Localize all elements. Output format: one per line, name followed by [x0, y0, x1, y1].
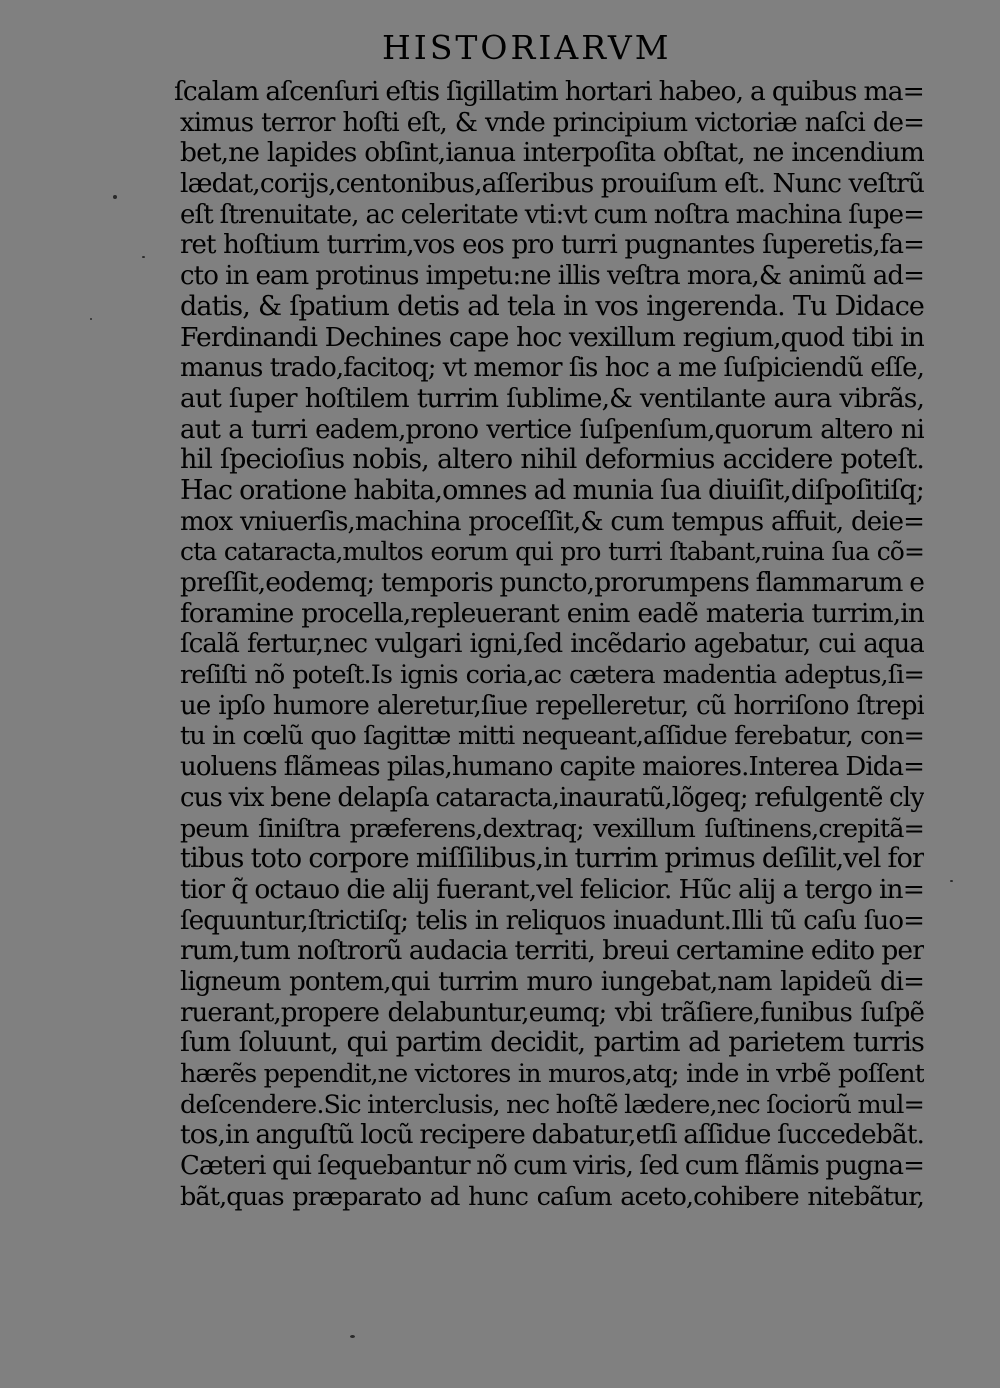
text-line: ligneum pontem,qui turrim muro iungebat,nam lapideũ di=	[180, 966, 924, 997]
text-line: ue ipſo humore aleretur,ſiue repelleretur, cũ horriſono ſtrepi	[180, 690, 924, 721]
text-line: eſt ſtrenuitate, ac celeritate vti:vt cum noſtra machina ſupe=	[180, 199, 924, 230]
running-head: HISTORIARVM	[382, 28, 672, 67]
text-line: foramine procella,repleuerant enim eadẽ materia turrim,in	[180, 598, 924, 629]
text-line: tos,in anguſtũ locũ recipere dabatur,etſi aſſidue ſuccedebãt.	[180, 1120, 924, 1151]
text-line: uoluens flãmeas pilas,humano capite maiores.Interea Dida=	[180, 752, 924, 783]
text-line: ſequuntur,ſtrictiſq; telis in reliquos inuadunt.Illi tũ caſu ſuo=	[180, 905, 924, 936]
text-line: ruerant,propere delabuntur,eumq; vbi trãſiere,funibus ſuſpẽ	[180, 997, 924, 1028]
text-line: ximus terror hoſti eſt, & vnde principium victoriæ naſci de=	[180, 107, 924, 138]
text-line: reſiſti nõ poteſt.Is ignis coria,ac cætera madentia adeptus,ſi=	[180, 660, 924, 691]
text-line: hil ſpecioſius nobis, altero nihil deformius accidere poteſt.	[180, 445, 924, 476]
text-line: Hac oratione habita,omnes ad munia ſua diuiſit,diſpoſitiſq;	[180, 475, 924, 506]
text-line: deſcendere.Sic interclusis, nec hoſtẽ lædere,nec ſociorũ mul=	[180, 1089, 924, 1120]
text-line: preſſit,eodemq; temporis puncto,prorumpens flammarum e	[180, 568, 924, 598]
text-line: ſcalam aſcenſuri eſtis ſigillatim hortari habeo, a quibus ma=	[174, 77, 924, 107]
text-line: ſum ſoluunt, qui partim decidit, partim ad parietem turris	[180, 1028, 924, 1059]
text-line: bãt,quas præparato ad hunc caſum aceto,cohibere nitebãtur,	[180, 1181, 924, 1212]
text-line: tu in cœlũ quo ſagittæ mitti nequeant,aſſidue ferebatur, con=	[180, 721, 924, 752]
text-line: datis, & ſpatium detis ad tela in vos ingerenda. Tu Didace	[180, 291, 924, 322]
text-line: rum,tum noſtrorũ audacia territi, breui certamine edito per	[180, 936, 924, 967]
text-block	[174, 77, 924, 1212]
scan-speck	[113, 195, 117, 199]
text-line: cta cataracta,multos eorum qui pro turri ſtabant,ruina ſua cõ=	[180, 537, 924, 567]
text-line: lædat,corijs,centonibus,aſſeribus prouiſum eſt. Nunc veſtrũ	[180, 169, 924, 200]
text-line: mox vniuerſis,machina proceſſit,& cum tempus affuit, deie=	[180, 506, 924, 537]
text-line: manus trado,facitoq; vt memor ſis hoc a me ſuſpiciendũ eſſe,	[180, 353, 924, 384]
scan-speck	[950, 880, 953, 882]
text-line: ret hoſtium turrim,vos eos pro turri pugnantes ſuperetis,fa=	[180, 230, 924, 261]
text-line: tibus toto corpore miſſilibus,in turrim primus deſilit,vel for	[180, 844, 924, 875]
text-line: tior q̃ octauo die alij fuerant,vel felicior. Hũc alij a tergo in=	[180, 874, 924, 905]
text-line: peum ſiniſtra præferens,dextraq; vexillum ſuſtinens,crepitã=	[180, 813, 924, 844]
text-line: aut ſuper hoſtilem turrim ſublime,& ventilante aura vibrãs,	[180, 383, 924, 414]
scan-speck	[350, 1335, 355, 1338]
text-line: ſcalã fertur,nec vulgari igni,ſed incẽdario agebatur, cui aqua	[180, 629, 924, 660]
text-line: bet,ne lapides obſint,ianua interpoſita obſtat, ne incendium	[180, 138, 924, 169]
text-line: Ferdinandi Dechines cape hoc vexillum regium,quod tibi in	[180, 322, 924, 353]
scan-speck	[90, 318, 92, 320]
text-line: cto in eam protinus impetu:ne illis veſtra mora,& animũ ad=	[180, 261, 924, 292]
text-line: hærẽs pependit,ne victores in muros,atq; inde in vrbẽ poſſent	[180, 1059, 924, 1089]
text-line: Cæteri qui ſequebantur nõ cum viris, ſed cum flãmis pugna=	[180, 1151, 924, 1182]
text-line: cus vix bene delapſa cataracta,inauratũ,lõgeq; refulgentẽ cly	[180, 782, 924, 813]
text-line: aut a turri eadem,prono vertice ſuſpenſum,quorum altero ni	[180, 414, 924, 445]
scan-speck	[142, 256, 145, 258]
